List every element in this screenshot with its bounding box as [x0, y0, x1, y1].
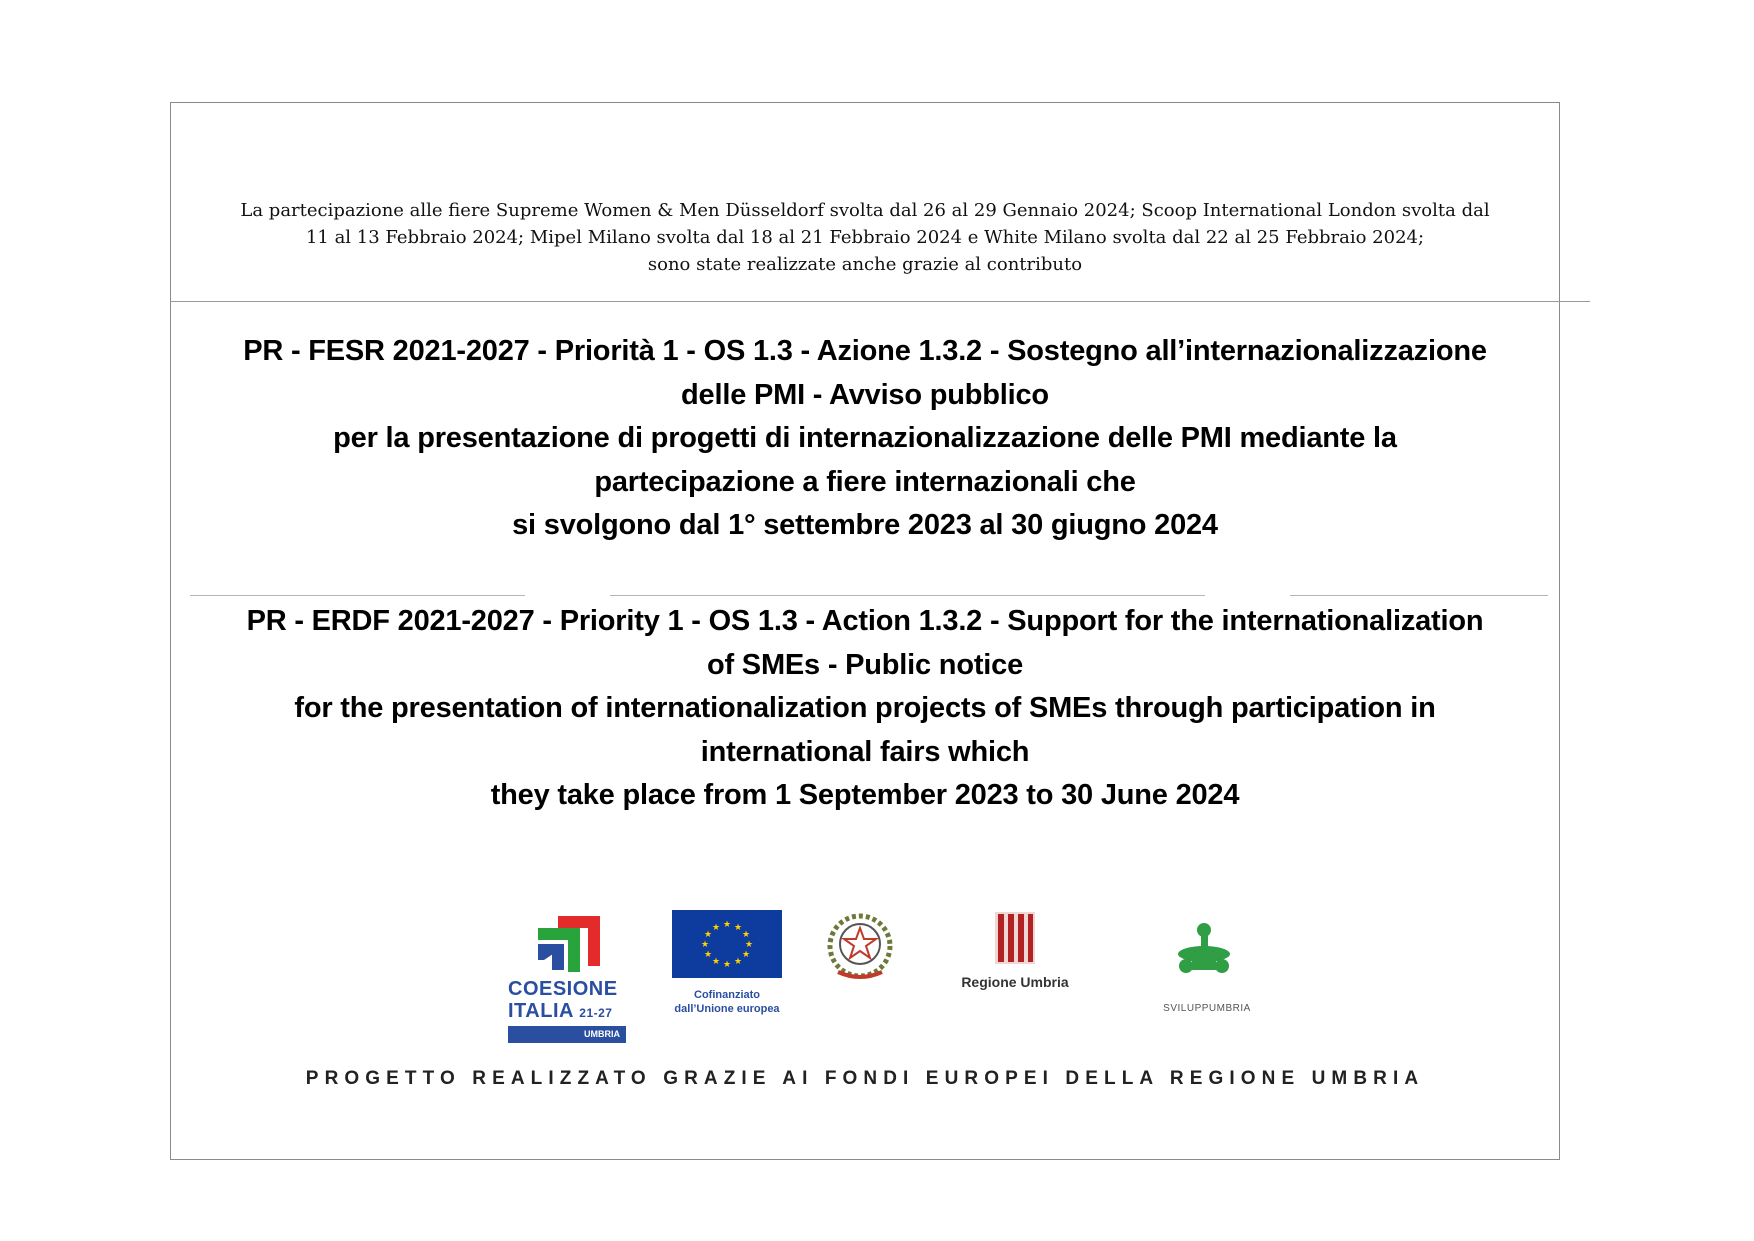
svg-text:★: ★	[722, 920, 732, 930]
eu-flag-icon	[668, 910, 786, 978]
eu-caption-line: dall’Unione europea	[674, 1003, 780, 1015]
english-title-line: they take place from 1 September 2023 to 30 June 2024	[490, 779, 1240, 811]
italian-title-line: per la presentazione di progetti di internazionalizzazione delle PMI mediante la	[333, 422, 1397, 454]
english-title-line: for the presentation of internationalization projects of SMEs through participation in	[294, 692, 1436, 724]
eu-flag-logo	[668, 910, 786, 1020]
italian-title-line: PR - FESR 2021-2027 - Priorità 1 - OS 1.3 - Azione 1.3.2 - Sostegno all’internazionalizzazione	[243, 335, 1487, 367]
section-divider-segment	[950, 595, 1205, 596]
svg-text:★: ★	[700, 940, 710, 950]
english-title-line: PR - ERDF 2021-2027 - Priority 1 - OS 1.3 - Action 1.3.2 - Support for the internationalization	[246, 605, 1484, 637]
svg-text:★: ★	[733, 957, 743, 967]
regione-umbria-label: Regione Umbria	[961, 974, 1069, 990]
sviluppumbria-logo	[1152, 918, 1262, 1018]
italia-word: ITALIA	[508, 1000, 574, 1022]
sviluppumbria-icon	[1152, 918, 1262, 998]
svg-text:★: ★	[711, 957, 721, 967]
italian-program-title	[170, 330, 1560, 548]
coesione-italia-line	[508, 1000, 628, 1023]
intro-line: sono state realizzate anche grazie al contributo	[647, 254, 1083, 275]
coesione-italia-logo	[508, 908, 628, 1048]
regione-umbria-logo	[945, 910, 1085, 1000]
section-divider-segment	[190, 595, 525, 596]
footer-statement: PROGETTO REALIZZATO GRAZIE AI FONDI EUROPEI DELLA REGIONE UMBRIA	[305, 1068, 1425, 1089]
svg-text:★: ★	[722, 960, 732, 970]
italian-republic-emblem	[820, 908, 910, 998]
italian-title-line: si svolgono dal 1° settembre 2023 al 30 giugno 2024	[512, 509, 1218, 541]
svg-text:★: ★	[711, 923, 721, 933]
svg-text:★: ★	[703, 950, 713, 960]
english-title-line: of SMEs - Public notice	[706, 648, 1024, 681]
svg-text:★: ★	[744, 940, 754, 950]
english-program-title	[170, 600, 1560, 818]
section-divider-segment	[610, 595, 950, 596]
header-divider	[170, 301, 1590, 302]
funding-logos	[0, 900, 1754, 1040]
italian-title-line: delle PMI - Avviso pubblico	[681, 378, 1049, 411]
sviluppumbria-label: SVILUPPUMBRIA	[1163, 1003, 1251, 1014]
svg-text:★: ★	[703, 930, 713, 940]
svg-text:★: ★	[741, 930, 751, 940]
intro-paragraph	[170, 197, 1560, 278]
italian-emblem-icon	[820, 908, 900, 988]
section-divider-segment	[1290, 595, 1548, 596]
years-label: 21-27	[579, 1006, 613, 1020]
intro-line: La partecipazione alle fiere Supreme Women & Men Düsseldorf svolta dal 26 al 29 Gennaio 2024; Scoop International London svolta dal	[240, 200, 1490, 221]
regione-umbria-icon	[945, 910, 1085, 970]
intro-line: 11 al 13 Febbraio 2024; Mipel Milano svolta dal 18 al 21 Febbraio 2024 e White Milano svolta dal 22 al 25 Febbraio 2024;	[305, 227, 1425, 248]
italian-title-line: partecipazione a fiere internazionali che	[594, 465, 1136, 498]
eu-caption-line: Cofinanziato	[694, 989, 760, 1001]
eu-caption	[668, 988, 786, 1016]
svg-text:★: ★	[741, 950, 751, 960]
svg-text:★: ★	[733, 923, 743, 933]
english-title-line: international fairs which	[700, 735, 1030, 768]
coesione-word: COESIONE	[508, 978, 618, 1000]
umbria-band: UMBRIA	[508, 1026, 626, 1043]
coesione-italia-icon	[508, 908, 628, 978]
